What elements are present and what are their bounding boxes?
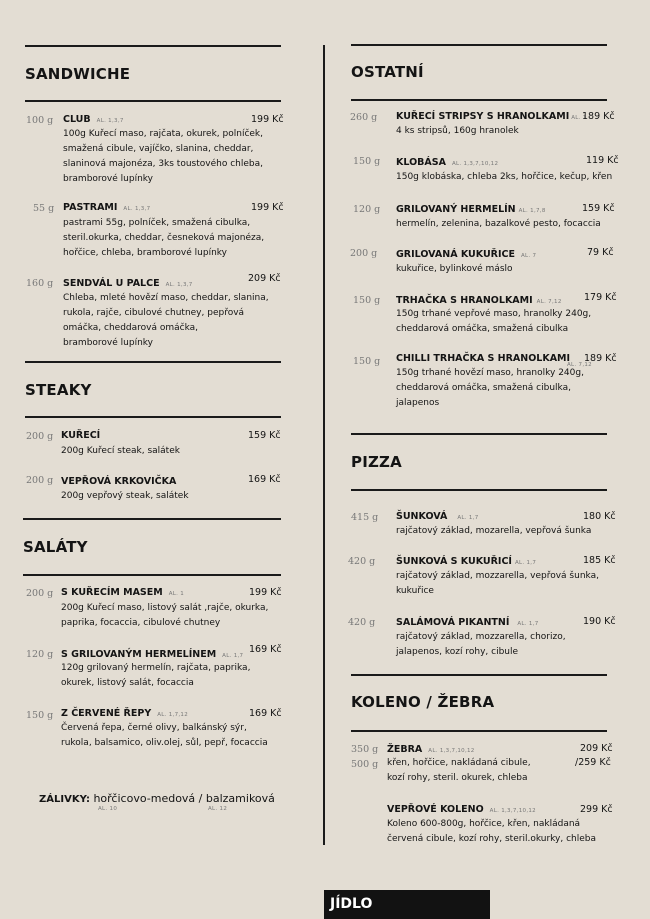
item-weight: 100 g (26, 115, 54, 126)
item-name: SENDVÁL U PALCE AL. 1,3,7 (63, 278, 193, 289)
item-name: S GRILOVANÝM HERMELÍNEM AL. 1,7 (61, 649, 244, 660)
item-description: 4 ks stripsů, 160g hranolek (396, 126, 519, 136)
dressings-label: ZÁLIVKY: (39, 794, 90, 805)
section-title-sandwiche: SANDWICHE (25, 65, 131, 83)
menu-item-kureci-steak (26, 430, 282, 460)
item-weight-alt: 500 g (351, 759, 379, 770)
item-name: KUŘECÍ STRIPSY S HRANOLKAMI AL. 1 (396, 111, 587, 122)
menu-item-club (26, 114, 282, 189)
item-price: 189 Kč (582, 111, 615, 122)
menu-item-pizza-salamova (348, 616, 615, 661)
item-allergens: AL. 7 (520, 253, 537, 259)
menu-item-trhacka (353, 294, 615, 339)
item-weight: 260 g (350, 112, 378, 123)
section-title-steaky: STEAKY (25, 381, 92, 399)
section-title-pizza: PIZZA (351, 453, 402, 471)
divider (25, 416, 281, 418)
item-allergens: AL. 1 (571, 115, 587, 121)
item-name: KLOBÁSA AL. 1,3,7,10,12 (396, 157, 499, 168)
item-description: 100g Kuřecí maso, rajčata, okurek, polníček, smažená cibule, vajíčko, slanina, cheddar, slaninová majonéza, 3ks toustového chleba, bramborové lupínky (63, 129, 264, 184)
item-weight: 420 g (348, 556, 376, 567)
item-description: rajčatový základ, mozarella, vepřová šunka (396, 526, 592, 536)
menu-item-krkovicka (26, 474, 282, 504)
item-description: pastrami 55g, polníček, smažená cibulka, steril.okurka, cheddar, česneková majonéza, hořčice, chleba, bramborové lupínky (63, 218, 265, 258)
item-price: 199 Kč (251, 202, 284, 213)
item-weight: 150 g (26, 710, 54, 721)
dressings-text: hořčicovo-medová / balzamiková (89, 792, 275, 805)
dressing-allergens: AL. 12 (208, 806, 228, 812)
item-allergens: AL. 7,12 (536, 299, 562, 305)
item-name: CLUB AL. 1,3,7 (63, 114, 124, 125)
item-name: PASTRAMI AL. 1,3,7 (63, 202, 151, 213)
item-allergens: AL. 1,3,7,10,12 (428, 748, 475, 754)
divider (351, 730, 607, 732)
item-weight: 200 g (26, 475, 54, 486)
divider (25, 45, 281, 47)
menu-item-kukurice (350, 247, 615, 277)
item-price-alt: /259 Kč (575, 757, 611, 768)
column-divider (323, 45, 325, 845)
item-weight: 420 g (348, 617, 376, 628)
item-description: hermelín, zelenina, bazalkové pesto, focaccia (396, 219, 601, 229)
section-title-koleno: KOLENO / ŽEBRA (351, 693, 495, 711)
item-allergens: AL. 1,7,8 (518, 208, 546, 214)
item-weight: 200 g (26, 431, 54, 442)
footer-banner (324, 890, 490, 919)
item-price: 209 Kč (248, 273, 281, 284)
item-description: kukuřice, bylinkové máslo (396, 264, 513, 274)
menu-item-salat-repa (26, 708, 282, 753)
item-price: 169 Kč (249, 708, 282, 719)
item-description: rajčatový základ, mozzarella, chorizo, jalapenos, kozí rohy, cibule (396, 632, 566, 657)
item-weight: 200 g (350, 248, 378, 259)
divider (351, 674, 607, 676)
item-price: 180 Kč (583, 511, 616, 522)
item-name: CHILLI TRHAČKA S HRANOLKAMI (396, 353, 571, 364)
menu-item-salat-hermelin (26, 644, 282, 692)
item-description: 200g Kuřecí steak, salátek (61, 446, 180, 456)
item-price: 190 Kč (583, 616, 616, 627)
item-weight: 120 g (353, 204, 381, 215)
item-name: KUŘECÍ (61, 430, 101, 441)
item-weight: 150 g (353, 356, 381, 367)
divider (25, 361, 281, 363)
divider (351, 99, 607, 101)
item-description: 150g klobáska, chleba 2ks, hořčice, kečup, křen (396, 172, 613, 182)
item-description: 200g vepřový steak, salátek (61, 491, 189, 501)
item-weight: 350 g (351, 744, 379, 755)
divider (351, 489, 607, 491)
item-name: S KUŘECÍM MASEM AL. 1 (61, 587, 185, 598)
item-name: TRHAČKA S HRANOLKAMI AL. 7,12 (396, 295, 562, 306)
menu-item-zebra (351, 743, 615, 788)
menu-item-grilovany-hermelin (353, 203, 615, 233)
menu-item-koleno (387, 804, 615, 849)
item-price: 179 Kč (584, 292, 617, 303)
item-allergens: AL. 1,7,12 (157, 712, 189, 718)
item-name: SALÁMOVÁ PIKANTNÍ AL. 1,7 (396, 617, 539, 628)
item-allergens: AL. 1 (168, 591, 185, 597)
item-description: Červená řepa, černé olivy, balkánský sýr, rukola, balsamico, oliv.olej, sůl, pepř, focaccia (61, 723, 268, 748)
item-description: 120g grilovaný hermelín, rajčata, paprika, okurek, listový salát, focaccia (61, 663, 251, 688)
item-allergens: AL. 1,3,7 (96, 118, 124, 124)
item-weight: 150 g (353, 156, 381, 167)
item-weight: 150 g (353, 295, 381, 306)
section-title-salaty: SALÁTY (23, 538, 88, 556)
item-name: ŽEBRA AL. 1,3,7,10,12 (387, 744, 475, 755)
item-price: 189 Kč (584, 353, 617, 364)
item-price: 299 Kč (580, 804, 613, 815)
menu-item-klobasa (353, 155, 619, 185)
item-weight: 160 g (26, 278, 54, 289)
item-allergens: AL. 1,7 (457, 515, 479, 521)
item-description: Koleno 600-800g, hořčice, křen, nakládaná červená cibule, kozí rohy, steril.okurky, chleba (387, 819, 597, 844)
item-price: 199 Kč (249, 587, 282, 598)
item-allergens: AL. 1,7 (222, 653, 244, 659)
item-name: ŠUNKOVÁ AL. 1,7 (396, 511, 479, 522)
item-weight: 120 g (26, 649, 54, 660)
item-price: 79 Kč (587, 247, 614, 258)
item-weight: 55 g (33, 203, 55, 214)
menu-item-stripsy (350, 111, 615, 141)
footer-label: JÍDLO (330, 896, 373, 912)
item-price: 199 Kč (251, 114, 284, 125)
item-allergens: AL. 7,12 (567, 362, 592, 368)
item-name: VEPŘOVÉ KOLENO AL. 1,3,7,10,12 (387, 804, 536, 815)
item-name: GRILOVANÁ KUKUŘICE AL. 7 (396, 249, 537, 260)
divider (25, 100, 281, 102)
item-description: 200g Kuřecí maso, listový salát ,rajče, okurka, paprika, focaccia, cibulové chutney (61, 603, 269, 628)
item-name: VEPŘOVÁ KRKOVIČKA (61, 476, 177, 487)
item-description: 150g trhané vepřové maso, hranolky 240g, cheddarová omáčka, smažená cibulka (396, 309, 592, 334)
item-allergens: AL. 1,7 (514, 560, 537, 566)
item-description: křen, hořčice, nakládaná cibule, kozí rohy, steril. okurek, chleba (387, 758, 531, 783)
section-title-ostatni: OSTATNÍ (351, 63, 424, 81)
item-description: 150g trhané hovězí maso, hranolky 240g, cheddarová omáčka, smažená cibulka, jalapenos (396, 368, 584, 408)
item-price: 159 Kč (582, 203, 615, 214)
menu-item-salat-kureci (26, 587, 282, 632)
item-allergens: AL. 1,7 (517, 621, 539, 627)
item-weight: 200 g (26, 588, 54, 599)
dressing-allergens: AL. 10 (98, 806, 118, 812)
item-price: 169 Kč (248, 474, 281, 485)
item-allergens: AL. 1,3,7,10,12 (489, 808, 536, 814)
divider (23, 574, 281, 576)
dressings-note (39, 792, 275, 805)
divider (351, 433, 607, 435)
menu-item-pizza-sunkova-kukurice (348, 555, 615, 600)
item-description: Chleba, mleté hovězí maso, cheddar, slanina, rukola, rajče, cibulové chutney, pepřová omáčka, cheddarová omáčka, bramborové lupínky (63, 293, 269, 348)
item-allergens: AL. 1,3,7 (165, 282, 193, 288)
menu-item-pastrami (26, 202, 282, 262)
item-name: ŠUNKOVÁ S KUKUŘICÍ AL. 1,7 (396, 556, 537, 567)
item-price: 119 Kč (586, 155, 619, 166)
item-price: 209 Kč (580, 743, 613, 754)
menu-item-chilli-trhacka (353, 353, 615, 413)
divider (23, 518, 281, 520)
menu-item-sendval (26, 273, 282, 351)
menu-item-pizza-sunkova (351, 511, 615, 541)
item-price: 169 Kč (249, 644, 282, 655)
item-description: rajčatový základ, mozzarella, vepřová šunka, kukuřice (396, 571, 599, 596)
item-allergens: AL. 1,3,7 (123, 206, 151, 212)
item-allergens: AL. 1,3,7,10,12 (451, 161, 499, 167)
item-name: Z ČERVENÉ ŘEPY AL. 1,7,12 (61, 708, 189, 719)
item-name: GRILOVANÝ HERMELÍN AL. 1,7,8 (396, 204, 546, 215)
item-weight: 415 g (351, 512, 379, 523)
item-price: 159 Kč (248, 430, 281, 441)
item-price: 185 Kč (583, 555, 616, 566)
divider (351, 44, 607, 46)
